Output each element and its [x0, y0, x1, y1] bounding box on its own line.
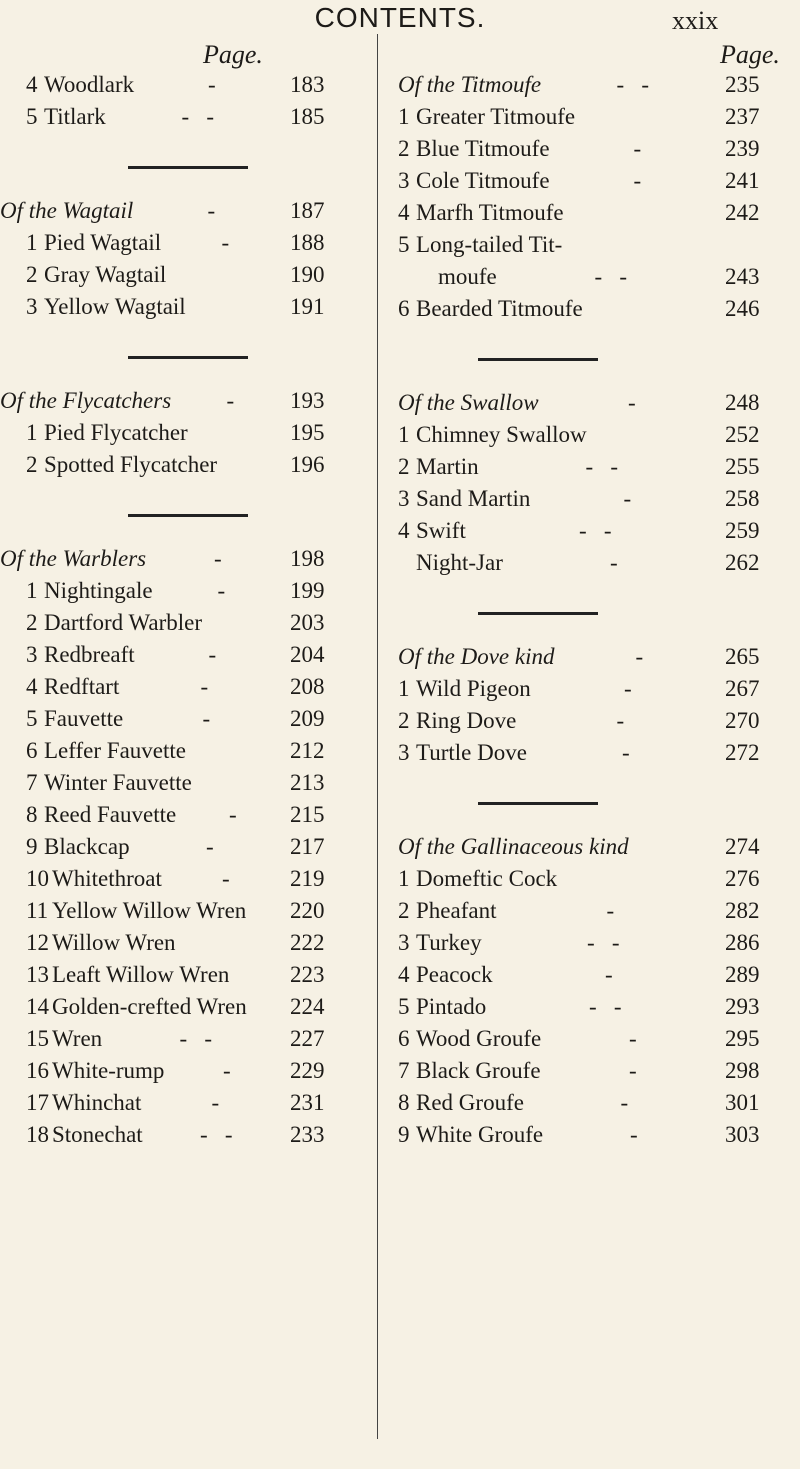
toc-entry-row: [378, 518, 800, 550]
toc-entry-row: [378, 740, 800, 772]
toc-entry-row: [378, 454, 800, 486]
left-page-column-heading: Page.: [203, 40, 263, 69]
section-title: Of the Dove kind: [398, 644, 555, 669]
entry-number: 3: [26, 294, 38, 319]
leader-dash: -: [229, 802, 237, 827]
toc-entry-row: [378, 1058, 800, 1090]
entry-number: 1: [398, 676, 410, 701]
entry-number: 10: [26, 866, 49, 891]
page-reference: 219: [290, 866, 325, 891]
page-reference: 235: [725, 72, 760, 97]
entry-title: Pintado: [416, 994, 487, 1019]
section-separator: [0, 326, 377, 388]
entry-number: 4: [398, 962, 410, 987]
toc-entry-row: [0, 962, 377, 994]
entry-title: Willow Wren: [52, 930, 176, 955]
section-title: Of the Warblers: [0, 546, 147, 571]
entry-number: 6: [26, 738, 38, 763]
section-title: Of the Gallinaceous kind: [398, 834, 629, 859]
section-title: Of the Titmoufe: [398, 72, 542, 97]
entry-number: 1: [26, 420, 38, 445]
leader-dash: -: [610, 550, 618, 575]
leader-dash: - -: [587, 930, 620, 955]
leader-dash: -: [629, 1058, 637, 1083]
leader-dash: -: [226, 388, 235, 413]
toc-entry-row: [0, 72, 377, 104]
page-reference: 267: [725, 676, 760, 701]
entry-number: 12: [26, 930, 49, 955]
page-reference: 209: [290, 706, 325, 731]
leader-dash: -: [633, 136, 642, 161]
entry-number: 2: [398, 454, 410, 479]
toc-entry-row: [378, 550, 800, 582]
toc-entry-row: [378, 676, 800, 708]
toc-entry-row: [0, 898, 377, 930]
right-column: [378, 72, 800, 1154]
entry-title: Peacock: [416, 962, 493, 987]
leader-dash: -: [616, 708, 625, 733]
entry-title: Spotted Flycatcher: [44, 452, 218, 477]
page-reference: 258: [725, 486, 760, 511]
page-reference: 259: [725, 518, 760, 543]
leader-dash: -: [628, 390, 636, 415]
toc-entry-row: [378, 264, 800, 296]
page-reference: 298: [725, 1058, 760, 1083]
section-separator: [0, 484, 377, 546]
toc-entry-row: [0, 294, 377, 326]
entry-title: Leffer Fauvette: [44, 738, 186, 763]
page-reference: 248: [725, 390, 760, 415]
toc-entry-row: [378, 232, 800, 264]
page-reference: 220: [290, 898, 325, 923]
entry-title: Pied Flycatcher: [44, 420, 188, 445]
entry-title: Dartford Warbler: [44, 610, 203, 635]
section-separator: [378, 328, 800, 390]
page-reference: 231: [290, 1090, 325, 1115]
entry-title: Woodlark: [44, 72, 135, 97]
entry-title: Nightingale: [44, 578, 153, 603]
entry-number: 1: [398, 866, 410, 891]
page-reference: 183: [290, 72, 325, 97]
section-heading-row: [0, 198, 377, 230]
toc-entry-row: [378, 296, 800, 328]
page-reference: 203: [290, 610, 325, 635]
entry-title: Black Groufe: [416, 1058, 541, 1083]
toc-entry-row: [0, 706, 377, 738]
page-reference: 223: [290, 962, 325, 987]
page-reference: 196: [290, 452, 325, 477]
page-reference: 229: [290, 1058, 325, 1083]
page-reference: 286: [725, 930, 760, 955]
toc-entry-row: [0, 230, 377, 262]
entry-title: Leaft Willow Wren: [52, 962, 230, 987]
page-reference: 185: [290, 104, 325, 129]
entry-title: Whitethroat: [52, 866, 162, 891]
entry-title: Fauvette: [44, 706, 124, 731]
section-heading-row: [378, 72, 800, 104]
leader-dash: - -: [579, 518, 612, 543]
toc-entry-row: [378, 962, 800, 994]
section-heading-row: [378, 390, 800, 422]
section-heading-row: [378, 644, 800, 676]
leader-dash: - -: [179, 1026, 213, 1051]
toc-entry-row: [0, 770, 377, 802]
page-reference: 227: [290, 1026, 325, 1051]
toc-entry-row: [0, 1058, 377, 1090]
toc-entry-row: [378, 708, 800, 740]
entry-title: Marfh Titmoufe: [416, 200, 564, 225]
entry-number: 3: [398, 168, 410, 193]
leader-dash: -: [208, 72, 216, 97]
separator-rule: [478, 358, 598, 361]
toc-entry-row: [0, 420, 377, 452]
entry-title: Chimney Swallow: [416, 422, 587, 447]
toc-entry-row: [0, 834, 377, 866]
page-reference: 265: [725, 644, 760, 669]
entry-number: 1: [26, 230, 38, 255]
page-reference: 276: [725, 866, 760, 891]
leader-dash: -: [635, 644, 644, 669]
leader-dash: - -: [589, 994, 622, 1019]
page-reference: 195: [290, 420, 325, 445]
entry-number: 3: [398, 740, 410, 765]
entry-number: 2: [26, 610, 38, 635]
entry-number: 8: [26, 802, 38, 827]
leader-dash: - -: [585, 454, 619, 479]
toc-entry-row: [378, 136, 800, 168]
entry-title: Greater Titmoufe: [416, 104, 576, 129]
entry-number: 1: [26, 578, 38, 603]
leader-dash: -: [605, 962, 613, 987]
toc-entry-row: [378, 422, 800, 454]
entry-title: Night-Jar: [416, 550, 503, 575]
toc-entry-row: [0, 674, 377, 706]
entry-title: Turtle Dove: [416, 740, 527, 765]
entry-title: Golden-crefted Wren: [52, 994, 247, 1019]
entry-title: Pied Wagtail: [44, 230, 162, 255]
toc-entry-row: [0, 866, 377, 898]
leader-dash: - -: [181, 104, 215, 129]
toc-entry-row: [0, 994, 377, 1026]
entry-number: 4: [398, 518, 410, 543]
entry-number: 2: [398, 898, 410, 923]
entry-title: Domeftic Cock: [416, 866, 558, 891]
toc-entry-row: [378, 1090, 800, 1122]
page-reference: 222: [290, 930, 325, 955]
page-reference: 188: [290, 230, 325, 255]
toc-entry-row: [0, 930, 377, 962]
page-reference: 274: [725, 834, 760, 859]
toc-entry-row: [0, 642, 377, 674]
page-reference: 293: [725, 994, 760, 1019]
page-reference: 208: [290, 674, 325, 699]
toc-entry-row: [0, 1026, 377, 1058]
entry-number: 2: [398, 708, 410, 733]
entry-number: 13: [26, 962, 49, 987]
entry-title: White-rump: [52, 1058, 165, 1083]
page-reference: 242: [725, 200, 760, 225]
page-reference: 198: [290, 546, 325, 571]
entry-number: 3: [398, 930, 410, 955]
leader-dash: - -: [616, 72, 650, 97]
page-reference: 241: [725, 168, 760, 193]
toc-entry-row: [378, 930, 800, 962]
section-title: Of the Flycatchers: [0, 388, 172, 413]
page-reference: 190: [290, 262, 325, 287]
page-reference: 289: [725, 962, 760, 987]
page-reference: 262: [725, 550, 760, 575]
leader-dash: -: [217, 578, 226, 603]
entry-title: Whinchat: [52, 1090, 142, 1115]
entry-title: Martin: [416, 454, 479, 479]
entry-title: Wild Pigeon: [416, 676, 531, 701]
entry-title: Blue Titmoufe: [416, 136, 550, 161]
entry-title: Redftart: [44, 674, 120, 699]
leader-dash: -: [624, 676, 632, 701]
leader-dash: -: [620, 1090, 629, 1115]
leader-dash: -: [629, 1026, 637, 1051]
toc-entry-row: [378, 104, 800, 136]
page-reference: 272: [725, 740, 760, 765]
entry-number: 7: [398, 1058, 410, 1083]
entry-number: 2: [398, 136, 410, 161]
entry-title: Wood Groufe: [416, 1026, 542, 1051]
section-heading-row: [0, 546, 377, 578]
entry-number: 4: [26, 674, 38, 699]
leader-dash: -: [208, 642, 217, 667]
entry-title: Cole Titmoufe: [416, 168, 550, 193]
toc-entry-row: [0, 1090, 377, 1122]
separator-rule: [128, 166, 248, 169]
entry-number: 18: [26, 1122, 49, 1147]
page-reference: 295: [725, 1026, 760, 1051]
toc-entry-row: [378, 168, 800, 200]
toc-entry-row: [0, 578, 377, 610]
toc-entry-row: [0, 802, 377, 834]
page-reference: 252: [725, 422, 760, 447]
entry-title: Reed Fauvette: [44, 802, 177, 827]
toc-entry-row: [378, 1122, 800, 1154]
leader-dash: -: [223, 1058, 231, 1083]
leader-dash: - -: [200, 1122, 233, 1147]
page-reference: 187: [290, 198, 325, 223]
entry-number: 3: [398, 486, 410, 511]
entry-title: Red Groufe: [416, 1090, 524, 1115]
entry-title: Yellow Wagtail: [44, 294, 186, 319]
entry-number: 2: [26, 262, 38, 287]
toc-entry-row: [378, 898, 800, 930]
leader-dash: -: [633, 168, 642, 193]
entry-number: 6: [398, 296, 410, 321]
toc-entry-row: [378, 486, 800, 518]
leader-dash: -: [221, 230, 230, 255]
leader-dash: -: [630, 1122, 638, 1147]
page-reference: 237: [725, 104, 760, 129]
entry-number: 5: [398, 994, 410, 1019]
separator-rule: [128, 356, 248, 359]
entry-number: 5: [398, 232, 410, 257]
entry-title: Wren: [52, 1026, 103, 1051]
toc-entry-row: [378, 1026, 800, 1058]
page-reference: 193: [290, 388, 325, 413]
entry-number: 16: [26, 1058, 49, 1083]
separator-rule: [128, 514, 248, 517]
entry-number: 9: [26, 834, 38, 859]
page-reference: 217: [290, 834, 325, 859]
leader-dash: -: [202, 706, 211, 731]
entry-number: 8: [398, 1090, 410, 1115]
entry-title: Long-tailed Tit-: [416, 232, 563, 257]
section-separator: [0, 136, 377, 198]
entry-number: 15: [26, 1026, 49, 1051]
toc-entry-row: [0, 104, 377, 136]
section-heading-row: [378, 834, 800, 866]
toc-entry-row: [378, 866, 800, 898]
page-reference: 301: [725, 1090, 760, 1115]
leader-dash: -: [206, 834, 214, 859]
section-title: Of the Swallow: [398, 390, 539, 415]
entry-number: 5: [26, 706, 38, 731]
entry-title: Turkey: [416, 930, 482, 955]
section-separator: [378, 772, 800, 834]
page-reference: 243: [725, 264, 760, 289]
entry-number: 4: [398, 200, 410, 225]
toc-entry-row: [378, 994, 800, 1026]
entry-title: Yellow Willow Wren: [52, 898, 247, 923]
entry-title: Gray Wagtail: [44, 262, 167, 287]
page-reference: 191: [290, 294, 325, 319]
entry-number: 1: [398, 104, 410, 129]
left-column: [0, 72, 377, 1154]
page-reference: 255: [725, 454, 760, 479]
entry-number: 5: [26, 104, 38, 129]
section-separator: [378, 582, 800, 644]
entry-number: 7: [26, 770, 38, 795]
page-reference: 303: [725, 1122, 760, 1147]
leader-dash: -: [222, 866, 230, 891]
entry-title: Bearded Titmoufe: [416, 296, 583, 321]
entry-title: White Groufe: [416, 1122, 544, 1147]
entry-number: 17: [26, 1090, 49, 1115]
leader-dash: -: [606, 898, 615, 923]
page-reference: 270: [725, 708, 760, 733]
page-reference: 282: [725, 898, 760, 923]
page-header-title: CONTENTS.: [314, 2, 486, 33]
toc-entry-row: [0, 262, 377, 294]
right-page-column-heading: Page.: [720, 40, 780, 69]
section-title: Of the Wagtail: [0, 198, 134, 223]
leader-dash: - -: [594, 264, 628, 289]
entry-title: Winter Fauvette: [44, 770, 192, 795]
leader-dash: -: [211, 1090, 220, 1115]
entry-number: 2: [26, 452, 38, 477]
entry-title: Sand Martin: [416, 486, 531, 511]
page-reference: 239: [725, 136, 760, 161]
section-heading-row: [0, 388, 377, 420]
page-reference: 246: [725, 296, 760, 321]
entry-title: Swift: [416, 518, 466, 543]
page-reference: 215: [290, 802, 325, 827]
entry-title: Ring Dove: [416, 708, 517, 733]
page-reference: 224: [290, 994, 325, 1019]
page-reference: 199: [290, 578, 325, 603]
entry-title: Stonechat: [52, 1122, 143, 1147]
entry-number: 14: [26, 994, 49, 1019]
entry-number: 1: [398, 422, 410, 447]
page-number: xxix: [672, 6, 719, 35]
toc-entry-row: [0, 610, 377, 642]
entry-number: 3: [26, 642, 38, 667]
entry-title: Titlark: [44, 104, 106, 129]
toc-entry-row: [0, 738, 377, 770]
leader-dash: -: [207, 198, 216, 223]
page-reference: 213: [290, 770, 325, 795]
entry-title: Blackcap: [44, 834, 130, 859]
entry-number: 4: [26, 72, 38, 97]
separator-rule: [478, 802, 598, 805]
entry-title: moufe: [438, 264, 497, 289]
entry-number: 6: [398, 1026, 410, 1051]
separator-rule: [478, 612, 598, 615]
leader-dash: -: [200, 674, 209, 699]
entry-number: 9: [398, 1122, 410, 1147]
leader-dash: -: [622, 740, 630, 765]
entry-title: Pheafant: [416, 898, 497, 923]
toc-entry-row: [0, 452, 377, 484]
entry-title: Redbreaft: [44, 642, 135, 667]
leader-dash: -: [214, 546, 222, 571]
leader-dash: -: [623, 486, 632, 511]
page-reference: 204: [290, 642, 325, 667]
entry-number: 11: [26, 898, 49, 923]
page-reference: 233: [290, 1122, 325, 1147]
page-reference: 212: [290, 738, 325, 763]
toc-entry-row: [378, 200, 800, 232]
toc-entry-row: [0, 1122, 377, 1154]
